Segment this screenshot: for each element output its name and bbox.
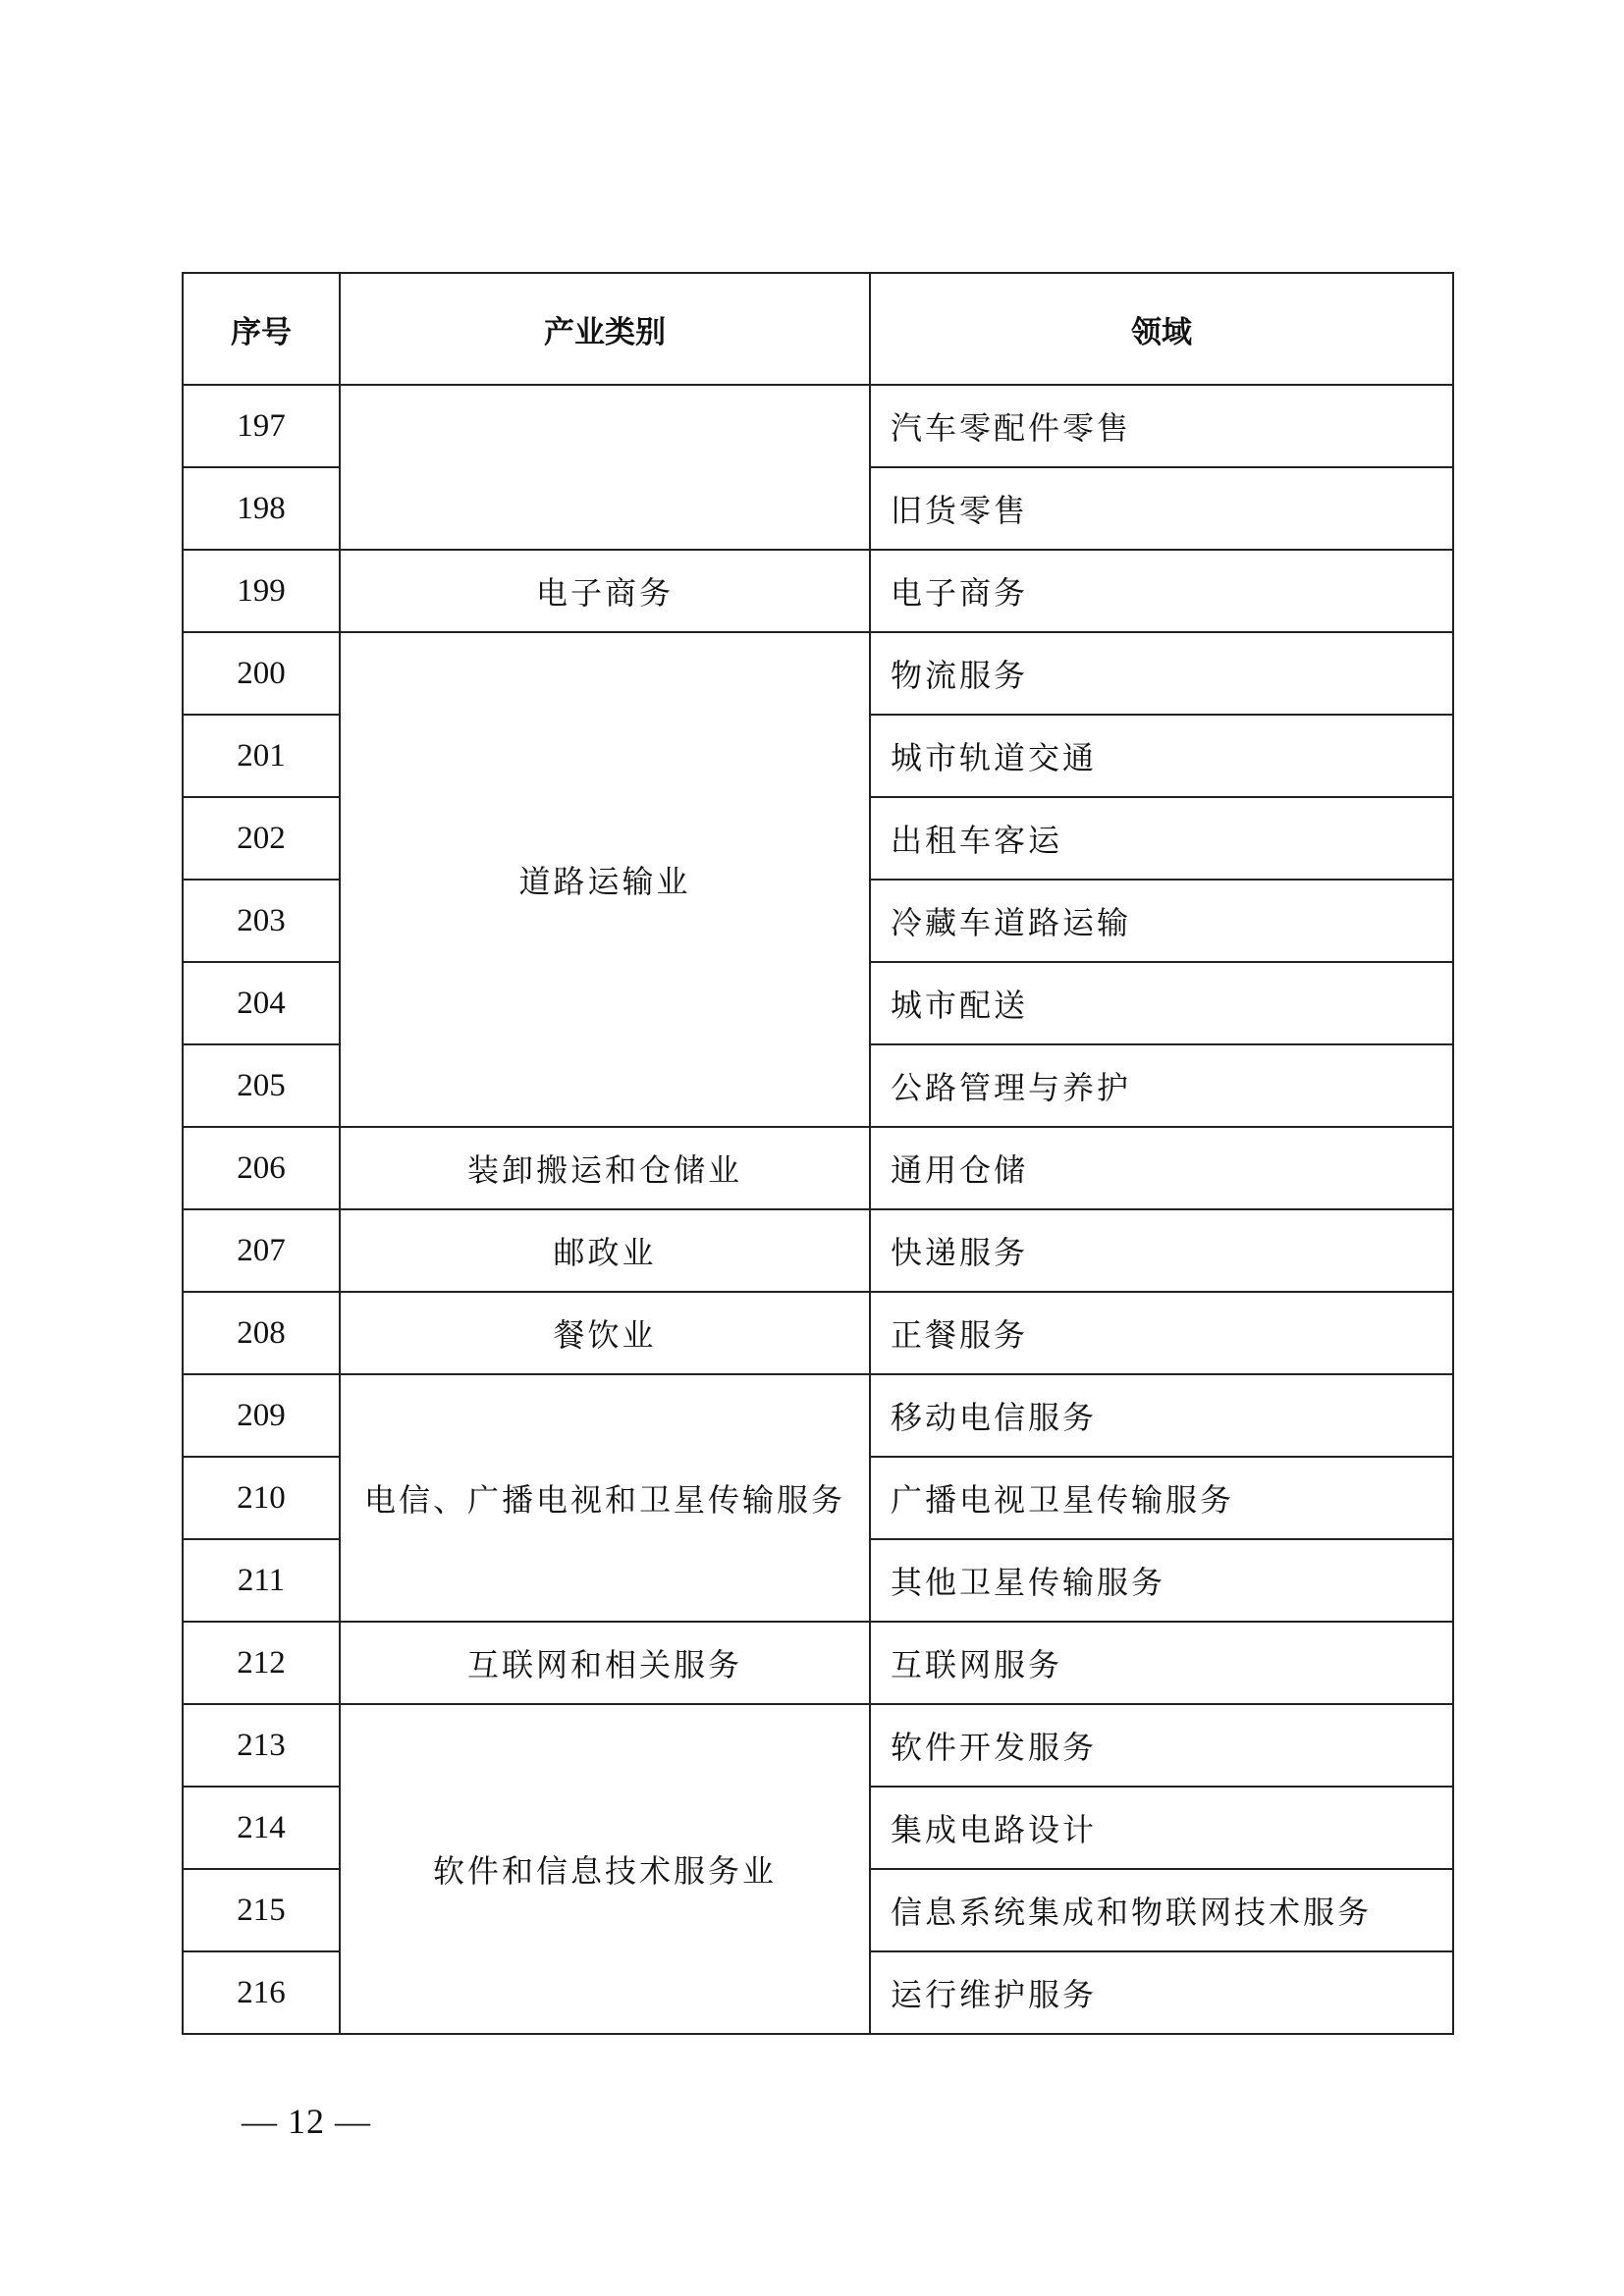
seq-cell: 211 [183, 1539, 340, 1622]
field-cell: 移动电信服务 [870, 1374, 1453, 1457]
category-cell: 互联网和相关服务 [340, 1622, 870, 1704]
header-field: 领域 [870, 273, 1453, 385]
table-row [183, 1292, 1453, 1374]
seq-cell: 197 [183, 385, 340, 467]
field-cell: 电子商务 [870, 550, 1453, 632]
field-cell: 通用仓储 [870, 1127, 1453, 1209]
field-cell: 其他卫星传输服务 [870, 1539, 1453, 1622]
seq-cell: 207 [183, 1209, 340, 1292]
seq-cell: 205 [183, 1044, 340, 1127]
seq-cell: 206 [183, 1127, 340, 1209]
seq-cell: 212 [183, 1622, 340, 1704]
seq-cell: 208 [183, 1292, 340, 1374]
field-cell: 互联网服务 [870, 1622, 1453, 1704]
field-cell: 正餐服务 [870, 1292, 1453, 1374]
field-cell: 出租车客运 [870, 797, 1453, 880]
category-cell: 装卸搬运和仓储业 [340, 1127, 870, 1209]
table-row [183, 1374, 1453, 1457]
table-header-row [183, 273, 1453, 385]
category-cell: 道路运输业 [340, 632, 870, 1127]
seq-cell: 215 [183, 1869, 340, 1951]
field-cell: 物流服务 [870, 632, 1453, 715]
field-cell: 城市配送 [870, 962, 1453, 1044]
seq-cell: 203 [183, 880, 340, 962]
seq-cell: 200 [183, 632, 340, 715]
seq-cell: 209 [183, 1374, 340, 1457]
category-cell: 邮政业 [340, 1209, 870, 1292]
table-row [183, 550, 1453, 632]
category-cell [340, 385, 870, 550]
field-cell: 广播电视卫星传输服务 [870, 1457, 1453, 1539]
industry-field-table [182, 272, 1454, 2035]
field-cell: 集成电路设计 [870, 1787, 1453, 1869]
category-cell: 电子商务 [340, 550, 870, 632]
seq-cell: 199 [183, 550, 340, 632]
category-cell: 电信、广播电视和卫星传输服务 [340, 1374, 870, 1622]
seq-cell: 214 [183, 1787, 340, 1869]
header-seq: 序号 [183, 273, 340, 385]
table-row [183, 1127, 1453, 1209]
header-category: 产业类别 [340, 273, 870, 385]
seq-cell: 202 [183, 797, 340, 880]
field-cell: 冷藏车道路运输 [870, 880, 1453, 962]
table-row [183, 1704, 1453, 1787]
seq-cell: 201 [183, 715, 340, 797]
category-cell: 软件和信息技术服务业 [340, 1704, 870, 2034]
table-row [183, 1622, 1453, 1704]
seq-cell: 198 [183, 467, 340, 550]
field-cell: 运行维护服务 [870, 1951, 1453, 2034]
page-number: — 12 — [242, 2102, 371, 2141]
table-row [183, 385, 1453, 467]
table-row [183, 1209, 1453, 1292]
seq-cell: 213 [183, 1704, 340, 1787]
field-cell: 公路管理与养护 [870, 1044, 1453, 1127]
seq-cell: 210 [183, 1457, 340, 1539]
field-cell: 快递服务 [870, 1209, 1453, 1292]
seq-cell: 216 [183, 1951, 340, 2034]
field-cell: 城市轨道交通 [870, 715, 1453, 797]
field-cell: 汽车零配件零售 [870, 385, 1453, 467]
seq-cell: 204 [183, 962, 340, 1044]
category-cell: 餐饮业 [340, 1292, 870, 1374]
field-cell: 软件开发服务 [870, 1704, 1453, 1787]
field-cell: 信息系统集成和物联网技术服务 [870, 1869, 1453, 1951]
field-cell: 旧货零售 [870, 467, 1453, 550]
table-row [183, 632, 1453, 715]
